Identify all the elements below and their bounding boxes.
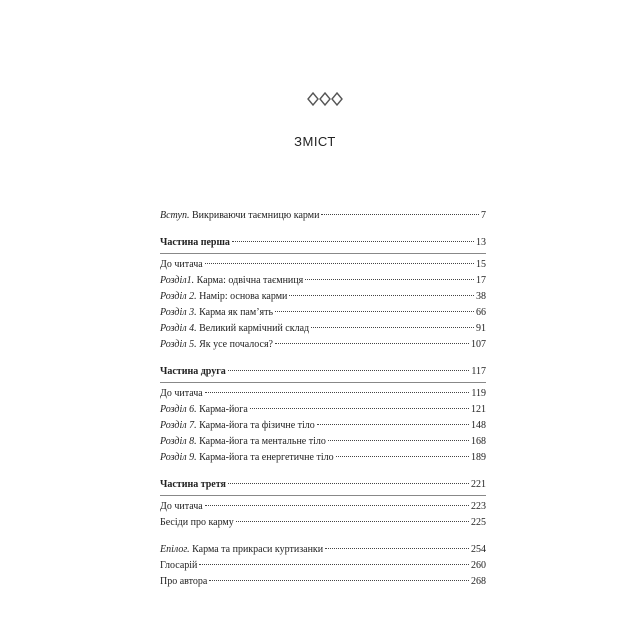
page-number: 168 — [471, 436, 486, 447]
page-number: 221 — [471, 479, 486, 490]
divider — [160, 382, 486, 383]
page-number: 107 — [471, 339, 486, 350]
toc-entry[interactable]: Розділ 9. Карма-йога та енергетичне тіло 189 — [160, 450, 486, 466]
toc-entry[interactable]: Розділ 2. Намір: основа карми 38 — [160, 289, 486, 305]
page-number: 260 — [471, 560, 486, 571]
toc-entry[interactable]: До читача 15 — [160, 257, 486, 273]
toc-entry[interactable]: Розділ 3. Карма як пам’ять 66 — [160, 305, 486, 321]
toc-entry[interactable]: Розділ 7. Карма-йога та фізичне тіло 148 — [160, 418, 486, 434]
page-number: 13 — [476, 237, 486, 248]
table-of-contents — [160, 208, 486, 590]
page-number: 254 — [471, 544, 486, 555]
page-number: 66 — [476, 307, 486, 318]
toc-entry[interactable]: Розділ 8. Карма-йога та ментальне тіло 168 — [160, 434, 486, 450]
toc-entry-author[interactable]: Про автора 268 — [160, 574, 486, 590]
page-number: 119 — [471, 388, 486, 399]
divider — [160, 495, 486, 496]
toc-entry[interactable]: Бесіди про карму 225 — [160, 515, 486, 531]
toc-part-heading[interactable]: Частина друга 117 — [160, 364, 486, 380]
page-number: 15 — [476, 259, 486, 270]
page-number: 117 — [471, 366, 486, 377]
toc-entry[interactable]: Розділ 5. Як усе почалося? 107 — [160, 337, 486, 353]
page-number: 223 — [471, 501, 486, 512]
toc-part-heading[interactable]: Частина третя 221 — [160, 477, 486, 493]
page-number: 189 — [471, 452, 486, 463]
page-number: 17 — [476, 275, 486, 286]
toc-entry-intro[interactable]: Вступ. Викриваючи таємницю карми 7 — [160, 208, 486, 224]
toc-entry[interactable]: Розділ1. Карма: одвічна таємниця 17 — [160, 273, 486, 289]
toc-part-heading[interactable]: Частина перша 13 — [160, 235, 486, 251]
page-number: 38 — [476, 291, 486, 302]
page-number: 225 — [471, 517, 486, 528]
diamond-ornament-icon — [307, 92, 343, 106]
toc-entry[interactable]: До читача 223 — [160, 499, 486, 515]
toc-entry-epilogue[interactable]: Епілог. Карма та прикраси куртизанки 254 — [160, 542, 486, 558]
toc-entry[interactable]: Розділ 6. Карма-йога 121 — [160, 402, 486, 418]
toc-entry[interactable]: До читача 119 — [160, 386, 486, 402]
page-number: 91 — [476, 323, 486, 334]
toc-entry[interactable]: Розділ 4. Великий кармічний склад 91 — [160, 321, 486, 337]
page-number: 7 — [481, 210, 486, 221]
page-title: ЗМІСТ — [294, 134, 336, 149]
divider — [160, 253, 486, 254]
toc-entry-glossary[interactable]: Глосарій 260 — [160, 558, 486, 574]
page-number: 148 — [471, 420, 486, 431]
page-number: 121 — [471, 404, 486, 415]
page-number: 268 — [471, 576, 486, 587]
